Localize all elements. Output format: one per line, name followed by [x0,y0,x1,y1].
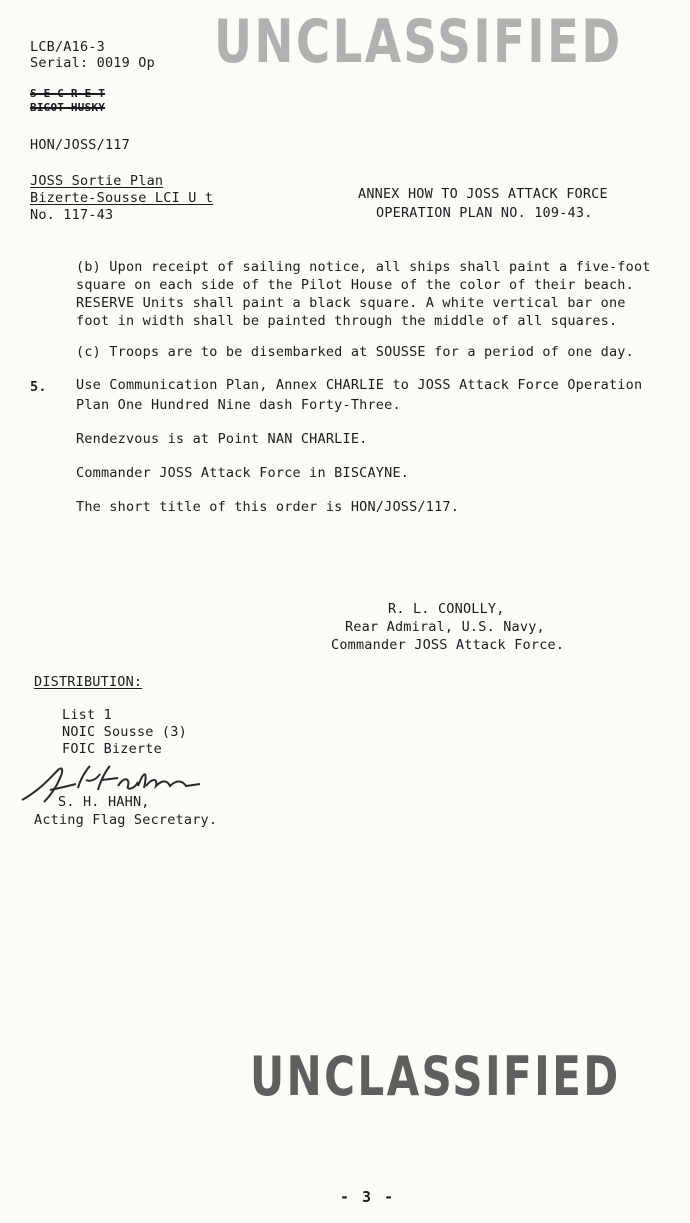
distribution-heading: DISTRIBUTION: [34,674,143,690]
paragraph-b-line1: (b) Upon receipt of sailing notice, all ships shall paint a five-foot [76,259,651,275]
serial-number: Serial: 0019 Op [30,55,155,71]
paragraph-b-line2: square on each side of the Pilot House of the color of their beach. [76,277,634,293]
unclassified-stamp-bottom: UNCLASSIFIED [250,1045,621,1108]
document-reference: LCB/A16-3 [30,39,105,55]
signer-title: Acting Flag Secretary. [34,812,218,828]
distribution-item: FOIC Bizerte [62,741,162,757]
annex-title-line1: ANNEX HOW TO JOSS ATTACK FORCE [358,186,608,202]
item-5-number: 5. [30,379,47,395]
annex-title-line2: OPERATION PLAN NO. 109-43. [376,205,593,221]
struck-classification: S-E-C-R-E-T [30,87,106,100]
sortie-plan-route: Bizerte-Sousse LCI U t [30,190,214,206]
paragraph-c: (c) Troops are to be disembarked at SOUSSE for a period of one day. [76,344,634,360]
item-5-line2: Plan One Hundred Nine dash Forty-Three. [76,397,401,413]
rendezvous-line: Rendezvous is at Point NAN CHARLIE. [76,431,368,447]
distribution-item: NOIC Sousse (3) [62,724,187,740]
paragraph-b-line4: foot in width shall be painted through the middle of all squares. [76,313,618,329]
short-title-line: The short title of this order is HON/JOSS/117. [76,499,460,515]
signature-rank: Rear Admiral, U.S. Navy, [345,619,545,635]
signature-title: Commander JOSS Attack Force. [331,637,565,653]
item-5-line1: Use Communication Plan, Annex CHARLIE to JOSS Attack Force Operation [76,377,643,393]
sortie-plan-title: JOSS Sortie Plan [30,173,164,189]
distribution-item: List 1 [62,707,112,723]
page-number: - 3 - [340,1188,396,1206]
signature-name: R. L. CONOLLY, [388,601,505,617]
order-id: HON/JOSS/117 [30,137,130,153]
signer-name: S. H. HAHN, [58,794,150,810]
paragraph-b-line3: RESERVE Units shall paint a black square. A white vertical bar one [76,295,626,311]
struck-codeword: BIGOT HUSKY [30,101,106,114]
commander-line: Commander JOSS Attack Force in BISCAYNE. [76,465,410,481]
unclassified-stamp-top: UNCLASSIFIED [214,7,623,77]
sortie-plan-number: No. 117-43 [30,207,114,223]
